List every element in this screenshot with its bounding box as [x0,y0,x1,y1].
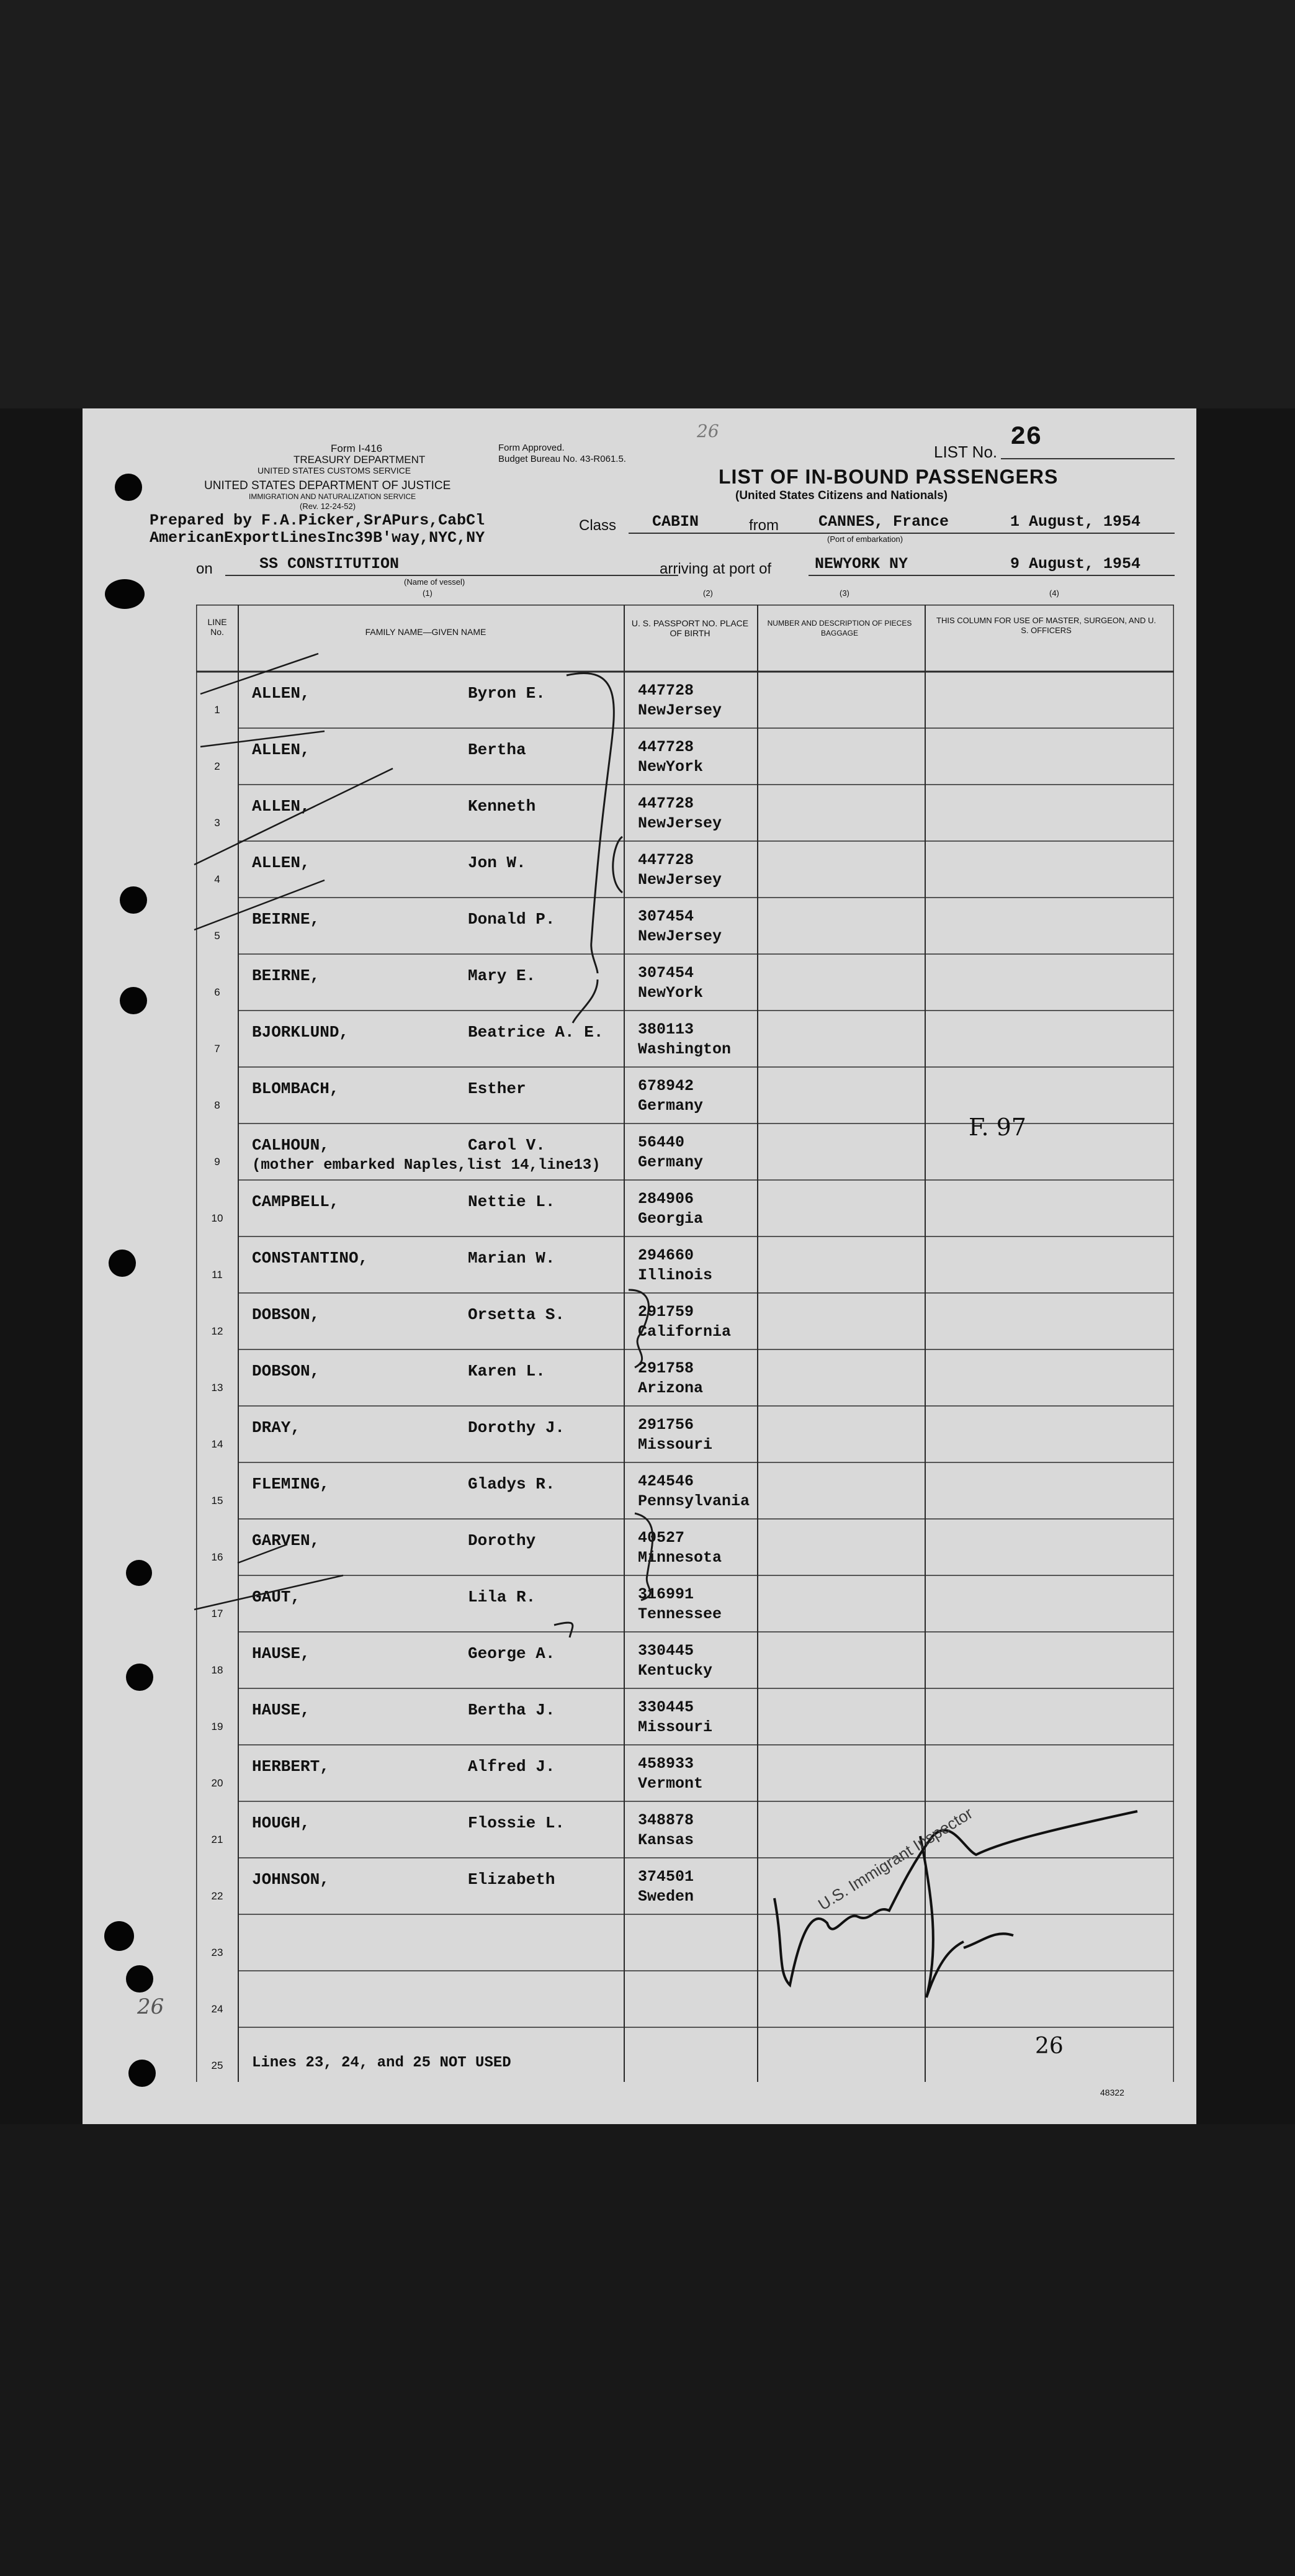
given-name: Jon W. [468,853,526,872]
family-name: HOUGH, [252,1814,310,1832]
header-line-no: LINE No. [207,617,227,637]
family-name: ALLEN, [252,684,310,703]
line-number: 23 [211,1947,223,1958]
arrival-port: NEWYORK NY [815,555,908,573]
document-title: LIST OF IN-BOUND PASSENGERS [719,466,1059,488]
place-of-birth: Georgia [638,1210,704,1228]
line-number: 24 [211,2003,223,2015]
place-of-birth: Germany [638,1153,704,1171]
given-name: Alfred J. [468,1757,555,1776]
immigrant-inspector-stamp: U.S. Immigrant Inspector [815,1803,976,1914]
given-name: Nettie L. [468,1192,555,1211]
family-name: BEIRNE, [252,966,320,985]
line-number: 3 [214,817,220,829]
arriving-label: arriving at port of [660,561,772,577]
punch-hole [126,1965,153,1993]
row-note: (mother embarked Naples,list 14,line13) [252,1157,601,1174]
line-number: 8 [214,1099,220,1111]
family-name: HAUSE, [252,1644,310,1663]
place-of-birth: Arizona [638,1379,704,1397]
line-number: 14 [211,1438,223,1450]
embarkation-port: CANNES, France [818,513,949,531]
vessel-rule [225,575,678,576]
column-number-4: (4) [1049,588,1059,598]
passport-number: 458933 [638,1755,694,1773]
punch-hole [120,886,147,914]
family-name: DOBSON, [252,1362,320,1380]
header-officers: THIS COLUMN FOR USE OF MASTER, SURGEON, AND U. S. OFFICERS [936,616,1156,635]
pencil-list-number: 26 [697,421,719,441]
line-number: 12 [211,1325,223,1337]
ins-service: IMMIGRATION AND NATURALIZATION SERVICE [249,492,416,501]
family-name: BLOMBACH, [252,1079,339,1098]
line-number: 5 [214,930,220,942]
treasury-dept: TREASURY DEPARTMENT [294,454,426,466]
row-note: Lines 23, 24, and 25 NOT USED [252,2055,511,2071]
customs-service: UNITED STATES CUSTOMS SERVICE [258,466,411,475]
passport-number: 307454 [638,964,694,982]
family-name: DOBSON, [252,1305,320,1324]
passport-number: 291759 [638,1303,694,1321]
passport-number: 380113 [638,1020,694,1038]
given-name: Lila R. [468,1588,536,1606]
bottom-page-number: 26 [1035,2033,1064,2059]
arrival-rule [809,575,1175,576]
given-name: Karen L. [468,1362,545,1380]
line-number: 22 [211,1890,223,1902]
place-of-birth: Germany [638,1097,704,1115]
place-of-birth: Missouri [638,1718,713,1736]
punch-hole [109,1250,136,1277]
line-number: 1 [214,704,220,716]
family-name: ALLEN, [252,853,310,872]
line-number: 17 [211,1608,223,1619]
list-number: 26 [1010,422,1042,452]
passport-number: 291756 [638,1416,694,1434]
class-value: CABIN [652,513,699,531]
family-name: FLEMING, [252,1475,329,1493]
given-name: Kenneth [468,797,536,816]
family-name: CALHOUN, [252,1136,329,1155]
passport-number: 678942 [638,1077,694,1095]
column-number-1: (1) [423,588,432,598]
place-of-birth: Missouri [638,1436,713,1454]
line-number: 19 [211,1721,223,1732]
justice-dept: UNITED STATES DEPARTMENT OF JUSTICE [204,479,451,492]
place-of-birth: Pennsylvania [638,1492,750,1510]
place-of-birth: Vermont [638,1775,704,1793]
passport-number: 330445 [638,1698,694,1716]
family-name: ALLEN, [252,741,310,759]
budget-bureau: Budget Bureau No. 43-R061.5. [498,454,626,464]
family-name: CAMPBELL, [252,1192,339,1211]
family-name: ALLEN, [252,797,310,816]
scan-backdrop-top [0,0,1295,408]
line-number: 4 [214,873,220,885]
margin-page-number: 26 [137,1994,164,2019]
header-passport: U. S. PASSPORT NO. PLACE OF BIRTH [631,618,749,638]
place-of-birth: California [638,1323,732,1341]
line-number: 16 [211,1551,223,1563]
embarkation-date: 1 August, 1954 [1010,513,1141,531]
line-number: 11 [212,1269,223,1281]
arrival-date: 9 August, 1954 [1010,555,1141,573]
list-number-label: LIST No. [934,443,998,461]
line-number: 25 [211,2060,223,2071]
line-number: 18 [211,1664,223,1676]
line-number: 21 [211,1834,223,1845]
given-name: Marian W. [468,1249,555,1268]
punch-hole [128,2060,156,2087]
passport-number: 447728 [638,795,694,813]
given-name: George A. [468,1644,555,1663]
line-number: 20 [211,1777,223,1789]
given-name: Dorothy [468,1531,536,1550]
family-name: BEIRNE, [252,910,320,929]
family-name: HAUSE, [252,1701,310,1719]
scan-backdrop-bottom [0,2124,1295,2576]
place-of-birth: Illinois [638,1266,713,1284]
header-name: FAMILY NAME—GIVEN NAME [365,627,486,637]
class-rule [629,533,1175,534]
place-of-birth: NewYork [638,758,704,776]
column-number-2: (2) [703,588,713,598]
footer-code: 48322 [1100,2087,1124,2097]
vessel-name: SS CONSTITUTION [259,555,400,573]
vessel-note: (Name of vessel) [404,577,465,587]
on-label: on [196,561,213,577]
given-name: Carol V. [468,1136,545,1155]
passport-number: 316991 [638,1585,694,1603]
passport-number: 40527 [638,1529,685,1547]
family-name: DRAY, [252,1418,301,1437]
line-number: 2 [214,760,220,772]
given-name: Dorothy J. [468,1418,565,1437]
form-number: Form I-416 [331,443,383,454]
passport-number: 424546 [638,1472,694,1490]
list-number-rule [1001,458,1175,459]
place-of-birth: Kansas [638,1831,694,1849]
given-name: Elizabeth [468,1870,555,1889]
given-name: Gladys R. [468,1475,555,1493]
passport-number: 307454 [638,907,694,925]
passport-number: 330445 [638,1642,694,1660]
punch-hole [105,579,145,609]
class-label: Class [579,517,617,534]
line-number: 6 [214,986,220,998]
place-of-birth: Washington [638,1040,732,1058]
given-name: Orsetta S. [468,1305,565,1324]
passport-number: 56440 [638,1133,685,1151]
passport-number: 348878 [638,1811,694,1829]
line-number: 15 [211,1495,223,1506]
family-name: CONSTANTINO, [252,1249,369,1268]
given-name: Beatrice A. E. [468,1023,604,1042]
given-name: Bertha [468,741,526,759]
passport-number: 447728 [638,682,694,700]
place-of-birth: NewYork [638,984,704,1002]
form-approved: Form Approved. [498,443,565,453]
port-embark-note: (Port of embarkation) [827,534,903,544]
place-of-birth: NewJersey [638,814,722,832]
line-number: 13 [211,1382,223,1394]
passport-number: 294660 [638,1246,694,1264]
punch-hole [126,1560,152,1586]
given-name: Byron E. [468,684,545,703]
given-name: Esther [468,1079,526,1098]
shipping-company: AmericanExportLinesInc39B'way,NYC,NY [150,529,485,547]
passport-number: 447728 [638,851,694,869]
family-name: BJORKLUND, [252,1023,349,1042]
row-9-officer-mark: F. 97 [969,1114,1026,1141]
place-of-birth: Minnesota [638,1549,722,1567]
line-number: 10 [211,1212,223,1224]
place-of-birth: NewJersey [638,871,722,889]
place-of-birth: Sweden [638,1888,694,1906]
from-label: from [749,517,779,534]
place-of-birth: Tennessee [638,1605,722,1623]
place-of-birth: Kentucky [638,1662,713,1680]
passport-number: 374501 [638,1868,694,1886]
passport-number: 447728 [638,738,694,756]
punch-hole [104,1921,134,1951]
given-name: Flossie L. [468,1814,565,1832]
punch-hole [115,474,142,501]
given-name: Bertha J. [468,1701,555,1719]
place-of-birth: NewJersey [638,927,722,945]
family-name: HERBERT, [252,1757,329,1776]
passport-number: 284906 [638,1190,694,1208]
family-name: JOHNSON, [252,1870,329,1889]
document-subtitle: (United States Citizens and Nationals) [735,489,948,502]
line-number: 9 [214,1156,220,1168]
passport-number: 291758 [638,1359,694,1377]
place-of-birth: NewJersey [638,701,722,719]
punch-hole [126,1664,153,1691]
header-baggage: NUMBER AND DESCRIPTION OF PIECES BAGGAGE [767,619,912,637]
given-name: Donald P. [468,910,555,929]
punch-hole [120,987,147,1014]
given-name: Mary E. [468,966,536,985]
prepared-by: Prepared by F.A.Picker,SrAPurs,CabCl [150,511,485,529]
line-number: 7 [214,1043,220,1055]
column-number-3: (3) [840,588,849,598]
family-name: GAUT, [252,1588,301,1606]
manifest-page [83,408,1196,2124]
passenger-table [196,605,1174,2082]
form-revision: (Rev. 12-24-52) [300,502,356,511]
family-name: GARVEN, [252,1531,320,1550]
